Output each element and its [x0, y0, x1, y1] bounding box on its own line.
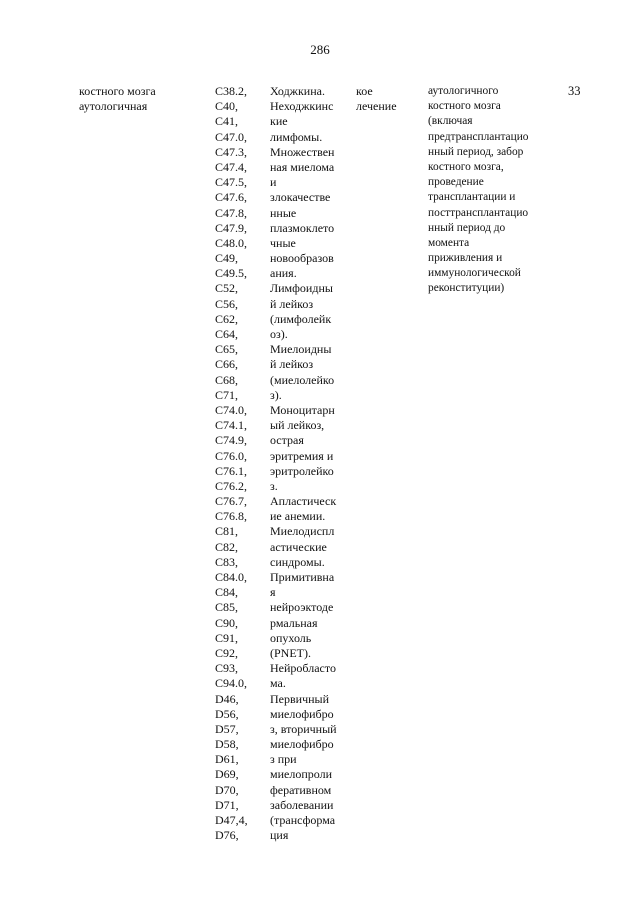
text-line: миелофибро: [270, 706, 334, 721]
text-line: астические: [270, 539, 327, 554]
text-line: ие анемии.: [270, 509, 326, 524]
text-line: ция: [270, 828, 289, 843]
text-line: з).: [270, 387, 282, 402]
text-line: C47.0,: [215, 129, 248, 144]
text-line: острая: [270, 433, 304, 448]
text-line: плазмоклето: [270, 220, 335, 235]
text-line: костного мозга: [79, 84, 156, 98]
treatment-method-column: [428, 84, 558, 297]
text-line: миелофибро: [270, 737, 334, 752]
text-line: D47,4,: [215, 813, 248, 827]
text-line: C49.5,: [215, 266, 248, 281]
text-line: и: [270, 175, 277, 190]
text-line: посттрансплантацио: [428, 206, 529, 219]
text-line: C40,: [215, 99, 239, 114]
text-line: C47.4,: [215, 159, 248, 174]
text-line: C47.9,: [215, 220, 248, 235]
text-line: C91,: [215, 630, 239, 645]
text-line: чные: [270, 235, 296, 250]
text-line: предтрансплантацио: [428, 130, 529, 143]
text-line: C94.0,: [215, 676, 248, 691]
text-line: ый лейкоз,: [270, 418, 325, 433]
text-line: (трансформа: [270, 813, 336, 827]
text-line: костного мозга: [428, 100, 501, 113]
text-line: я: [270, 585, 276, 600]
text-line: рмальная: [270, 615, 318, 630]
text-line: C66,: [215, 357, 239, 372]
text-line: D71,: [215, 797, 239, 812]
text-line: иммунологической: [428, 267, 521, 280]
text-line: C76.0,: [215, 448, 248, 463]
text-line: Нейробласто: [270, 661, 336, 676]
text-line: (PNET).: [270, 645, 311, 660]
text-line: C71,: [215, 387, 239, 402]
text-line: D69,: [215, 767, 239, 782]
service-name-column: [79, 84, 209, 114]
group-number: 33: [568, 84, 581, 98]
text-line: (лимфолейк: [270, 311, 332, 326]
text-line: з при: [270, 752, 297, 767]
text-line: C49,: [215, 251, 239, 266]
text-line: кое: [356, 84, 373, 98]
text-line: D58,: [215, 737, 239, 752]
text-line: D70,: [215, 782, 239, 797]
text-line: феративном: [270, 782, 332, 797]
text-line: заболевании: [270, 797, 334, 812]
text-line: C81,: [215, 524, 239, 539]
text-line: C83,: [215, 554, 239, 569]
text-line: Ходжкина.: [270, 84, 325, 98]
text-line: трансплантации и: [428, 191, 516, 204]
text-line: D57,: [215, 721, 239, 736]
text-line: C48.0,: [215, 235, 248, 250]
text-line: з.: [270, 478, 278, 493]
text-line: C52,: [215, 281, 239, 296]
text-line: Миелоидны: [270, 342, 332, 357]
text-line: эритремия и: [270, 448, 334, 463]
text-line: Миелодиспл: [270, 524, 335, 539]
text-line: D76,: [215, 828, 239, 843]
text-line: Моноцитарн: [270, 402, 335, 417]
text-line: Апластическ: [270, 494, 337, 509]
text-line: приживления и: [428, 252, 503, 265]
text-line: C84.0,: [215, 570, 248, 584]
text-line: аутологичная: [79, 99, 148, 114]
text-line: злокачестве: [270, 190, 331, 205]
text-line: лимфомы.: [270, 129, 323, 144]
text-line: проведение: [428, 176, 484, 189]
text-line: C47.8,: [215, 205, 248, 220]
text-line: C47.3,: [215, 144, 248, 159]
text-line: C93,: [215, 661, 239, 676]
text-line: Первичный: [270, 691, 330, 706]
text-line: Примитивна: [270, 570, 335, 584]
text-line: C62,: [215, 311, 239, 326]
text-line: D61,: [215, 752, 239, 767]
text-line: C47.5,: [215, 175, 248, 190]
text-line: C74.1,: [215, 418, 248, 433]
text-line: (миелолейко: [270, 372, 335, 387]
text-line: C76.1,: [215, 463, 248, 478]
text-line: кие: [270, 114, 288, 129]
text-line: реконституции): [428, 282, 505, 295]
text-line: C92,: [215, 645, 239, 660]
text-line: ма.: [270, 676, 286, 691]
text-line: Неходжкинс: [270, 99, 334, 114]
text-line: C68,: [215, 372, 239, 387]
text-line: (включая: [428, 115, 473, 128]
text-line: C64,: [215, 327, 239, 341]
text-line: ания.: [270, 266, 297, 281]
text-line: синдромы.: [270, 554, 325, 569]
text-line: нный период до: [428, 221, 506, 234]
text-line: C76.2,: [215, 478, 248, 493]
text-line: нный период, забор: [428, 145, 524, 158]
text-line: й лейкоз: [270, 357, 314, 372]
text-line: опухоль: [270, 630, 312, 645]
text-line: C76.8,: [215, 509, 248, 524]
text-line: C56,: [215, 296, 239, 311]
text-line: й лейкоз: [270, 296, 314, 311]
text-line: C38.2,: [215, 84, 248, 98]
text-line: лечение: [356, 99, 397, 114]
text-line: эритролейко: [270, 463, 334, 478]
page-number: 286: [310, 42, 330, 57]
text-line: новообразов: [270, 251, 334, 266]
text-line: C82,: [215, 539, 239, 554]
text-line: аутологичного: [428, 85, 499, 97]
treatment-type-column: [356, 84, 421, 114]
text-line: з, вторичный: [270, 721, 337, 736]
text-line: C84,: [215, 585, 239, 600]
text-line: оз).: [270, 327, 288, 341]
text-line: миелопроли: [270, 767, 333, 782]
text-line: C41,: [215, 114, 239, 129]
text-line: C47.6,: [215, 190, 248, 205]
text-line: C90,: [215, 615, 239, 630]
icd-codes-column: [215, 84, 265, 843]
text-line: D46,: [215, 691, 239, 706]
text-line: нные: [270, 205, 297, 220]
text-line: C74.0,: [215, 402, 248, 417]
text-line: костного мозга,: [428, 160, 504, 173]
text-line: C74.9,: [215, 433, 248, 448]
text-line: D56,: [215, 706, 239, 721]
patient-models-column: [270, 84, 350, 843]
text-line: C65,: [215, 342, 239, 357]
text-line: C76.7,: [215, 494, 248, 509]
text-line: Лимфоидны: [270, 281, 333, 296]
text-line: ная миелома: [270, 159, 335, 174]
text-line: нейроэктоде: [270, 600, 334, 615]
text-line: Множествен: [270, 144, 335, 159]
text-line: момента: [428, 236, 470, 249]
text-line: C85,: [215, 600, 239, 615]
